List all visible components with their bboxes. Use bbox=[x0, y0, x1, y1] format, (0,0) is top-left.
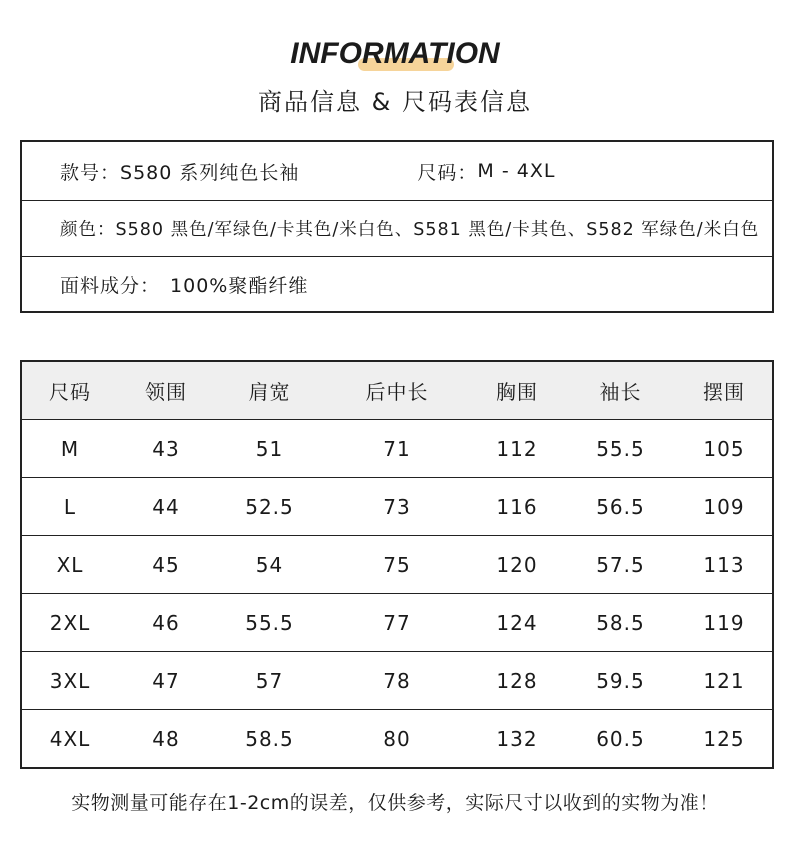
measurement-cell: 125 bbox=[703, 726, 745, 751]
table-row bbox=[22, 594, 772, 652]
measurement-cell: 57.5 bbox=[565, 536, 676, 594]
measurement-cell: 71 bbox=[325, 420, 469, 478]
measurement-cell: 120 bbox=[469, 536, 565, 594]
table-header-cell: 袖长 bbox=[565, 362, 676, 420]
color-label: 颜色： bbox=[60, 220, 116, 240]
measurement-cell: 112 bbox=[469, 420, 565, 478]
size-cell: 2XL bbox=[22, 594, 118, 652]
measurement-cell: 44 bbox=[118, 478, 214, 536]
measurement-cell: 48 bbox=[152, 726, 180, 751]
measurement-cell: 60.5 bbox=[596, 726, 645, 751]
measurement-cell: 116 bbox=[469, 478, 565, 536]
measurement-cell: 52.5 bbox=[214, 478, 325, 536]
title-block bbox=[0, 34, 790, 74]
measurement-cell: 128 bbox=[469, 652, 565, 710]
table-header-cell: 胸围 bbox=[469, 362, 565, 420]
measurement-cell: 56.5 bbox=[565, 478, 676, 536]
measurement-cell: 105 bbox=[676, 420, 772, 478]
size-cell: 4XL bbox=[49, 726, 91, 751]
title-english-text: INFORMATION bbox=[290, 37, 500, 70]
product-info-box bbox=[20, 140, 774, 313]
measurement-cell: 77 bbox=[325, 594, 469, 652]
color-value: S580 黑色/军绿色/卡其色/米白色、S581 黑色/卡其色、S582 军绿色/米白色 bbox=[115, 220, 760, 240]
size-label: 尺码： bbox=[417, 161, 478, 184]
table-header-cell: 摆围 bbox=[676, 362, 772, 420]
table-header-row bbox=[22, 362, 772, 420]
measurement-cell: 54 bbox=[214, 536, 325, 594]
size-cell: 3XL bbox=[22, 652, 118, 710]
measurement-cell: 73 bbox=[325, 478, 469, 536]
size-chart-table bbox=[20, 360, 774, 769]
table-header-cell: 领围 bbox=[118, 362, 214, 420]
measurement-cell: 51 bbox=[214, 420, 325, 478]
measurement-cell: 55.5 bbox=[214, 594, 325, 652]
size-cell: M bbox=[22, 420, 118, 478]
info-row-model bbox=[22, 142, 772, 201]
table-header-cell: 肩宽 bbox=[214, 362, 325, 420]
fabric-label: 面料成分： bbox=[60, 274, 161, 297]
measurement-cell: 119 bbox=[676, 594, 772, 652]
measurement-cell: 58.5 bbox=[565, 594, 676, 652]
table-row bbox=[22, 710, 772, 768]
measurement-cell: 78 bbox=[325, 652, 469, 710]
measurement-cell: 75 bbox=[325, 536, 469, 594]
measurement-cell: 132 bbox=[496, 726, 538, 751]
info-row-fabric bbox=[22, 257, 772, 311]
size-cell: L bbox=[22, 478, 118, 536]
measurement-note: 实物测量可能存在1-2cm的误差，仅供参考，实际尺寸以收到的实物为准！ bbox=[71, 792, 719, 814]
table-row bbox=[22, 652, 772, 710]
measurement-cell: 58.5 bbox=[245, 726, 294, 751]
table-row bbox=[22, 536, 772, 594]
measurement-cell: 47 bbox=[118, 652, 214, 710]
info-row-color bbox=[22, 201, 772, 257]
measurement-cell: 124 bbox=[469, 594, 565, 652]
measurement-cell: 45 bbox=[118, 536, 214, 594]
measurement-cell: 57 bbox=[214, 652, 325, 710]
measurement-cell: 121 bbox=[676, 652, 772, 710]
size-cell: XL bbox=[22, 536, 118, 594]
size-value: M - 4XL bbox=[477, 160, 556, 182]
measurement-cell: 46 bbox=[118, 594, 214, 652]
measurement-cell: 55.5 bbox=[565, 420, 676, 478]
measurement-cell: 43 bbox=[118, 420, 214, 478]
model-value: S580 系列纯色长袖 bbox=[120, 161, 300, 184]
table-row bbox=[22, 478, 772, 536]
table-row bbox=[22, 420, 772, 478]
measurement-cell: 80 bbox=[383, 726, 411, 751]
fabric-value: 100%聚酯纤维 bbox=[170, 274, 309, 297]
measurement-cell: 113 bbox=[676, 536, 772, 594]
measurement-cell: 109 bbox=[676, 478, 772, 536]
table-header-cell: 尺码 bbox=[22, 362, 118, 420]
title-chinese: 商品信息 & 尺码表信息 bbox=[258, 88, 532, 116]
title-english bbox=[290, 34, 499, 74]
model-label: 款号： bbox=[60, 161, 121, 184]
table-header-cell: 后中长 bbox=[325, 362, 469, 420]
measurement-cell: 59.5 bbox=[565, 652, 676, 710]
